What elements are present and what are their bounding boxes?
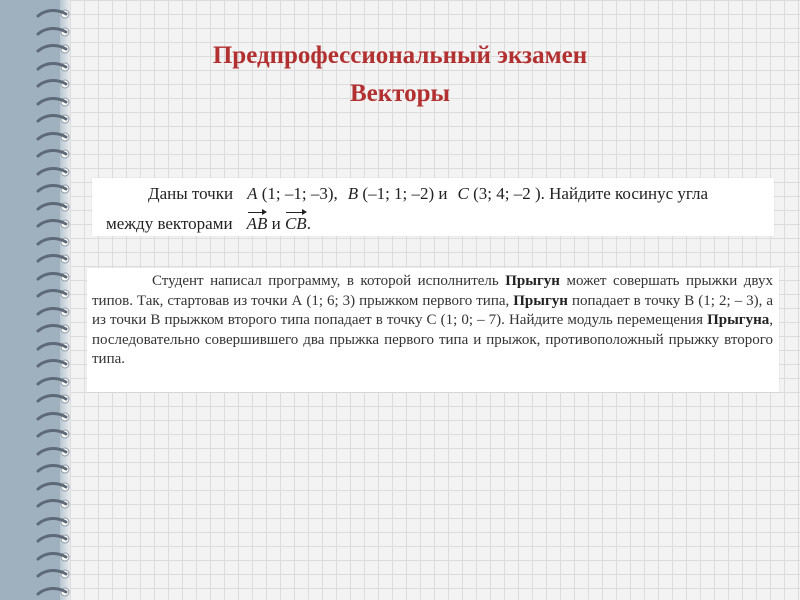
binder-ring	[36, 586, 72, 598]
point-b-coords: (–1; 1; –2) и	[362, 184, 448, 203]
page-title: Предпрофессиональный экзамен	[212, 42, 588, 69]
binder-ring	[36, 26, 72, 38]
binder-ring	[36, 446, 72, 458]
binder-ring	[36, 568, 72, 580]
point-a-name: A	[247, 184, 258, 203]
task-1-box	[92, 178, 774, 236]
task-2-box	[87, 268, 779, 392]
page-subtitle: Векторы	[349, 80, 451, 107]
binder-ring	[36, 481, 72, 493]
binder-ring	[36, 8, 72, 20]
point-a-coords: (1; –1; –3),	[261, 184, 338, 203]
vector-ab: AB	[247, 210, 268, 234]
binder-ring	[36, 306, 72, 318]
binder-ring	[36, 113, 72, 125]
binder-ring	[36, 131, 72, 143]
point-b-name: B	[347, 184, 359, 203]
point-c-coords: (3; 4; –2 ). Найдите косинус угла	[473, 184, 709, 203]
binder-ring	[36, 183, 72, 195]
task-1-line-2: между векторами AB и CB.	[106, 210, 311, 234]
binder-ring	[36, 253, 72, 265]
binder-ring	[36, 341, 72, 353]
binder-ring	[36, 201, 72, 213]
binder-ring	[36, 358, 72, 370]
binder-ring	[36, 463, 72, 475]
binder-ring	[36, 411, 72, 423]
binder-ring	[36, 166, 72, 178]
task-2-text: Студент написал программу, в которой исполнитель Прыгун может совершать прыжки двух типов. Так, стартовав из точки А (1; 6; 3) прыжком первого типа, Прыгун попадает в точку В (1; 2; – 3), а из точки В прыжком второго типа попадает в точку С (1; 0; – 7). Найдите модуль перемещения Прыгуна, последовательно совершившего два прыжка первого типа и прыжок, противоположный прыжку второго типа.	[92, 273, 773, 367]
task-1-line-1: Даны точки A (1; –1; –3), B (–1; 1; –2) и C (3; 4; –2 ). Найдите косинус угла	[148, 184, 709, 203]
point-c-name: C	[457, 184, 469, 203]
jumper-name: Прыгун	[505, 273, 560, 289]
binder-ring	[36, 516, 72, 528]
binder-ring	[36, 288, 72, 300]
binder-ring	[36, 498, 72, 510]
binder-ring	[36, 236, 72, 248]
binder-ring	[36, 551, 72, 563]
binder-ring	[36, 148, 72, 160]
binder-ring	[36, 323, 72, 335]
binder-ring	[36, 376, 72, 388]
jumper-name: Прыгуна	[707, 312, 770, 328]
vector-cb: CB	[285, 210, 307, 234]
binder-ring	[36, 428, 72, 440]
binder-ring	[36, 533, 72, 545]
binder-ring	[36, 271, 72, 283]
binder-ring	[36, 218, 72, 230]
jumper-name: Прыгун	[513, 292, 568, 309]
binder-ring	[36, 393, 72, 405]
